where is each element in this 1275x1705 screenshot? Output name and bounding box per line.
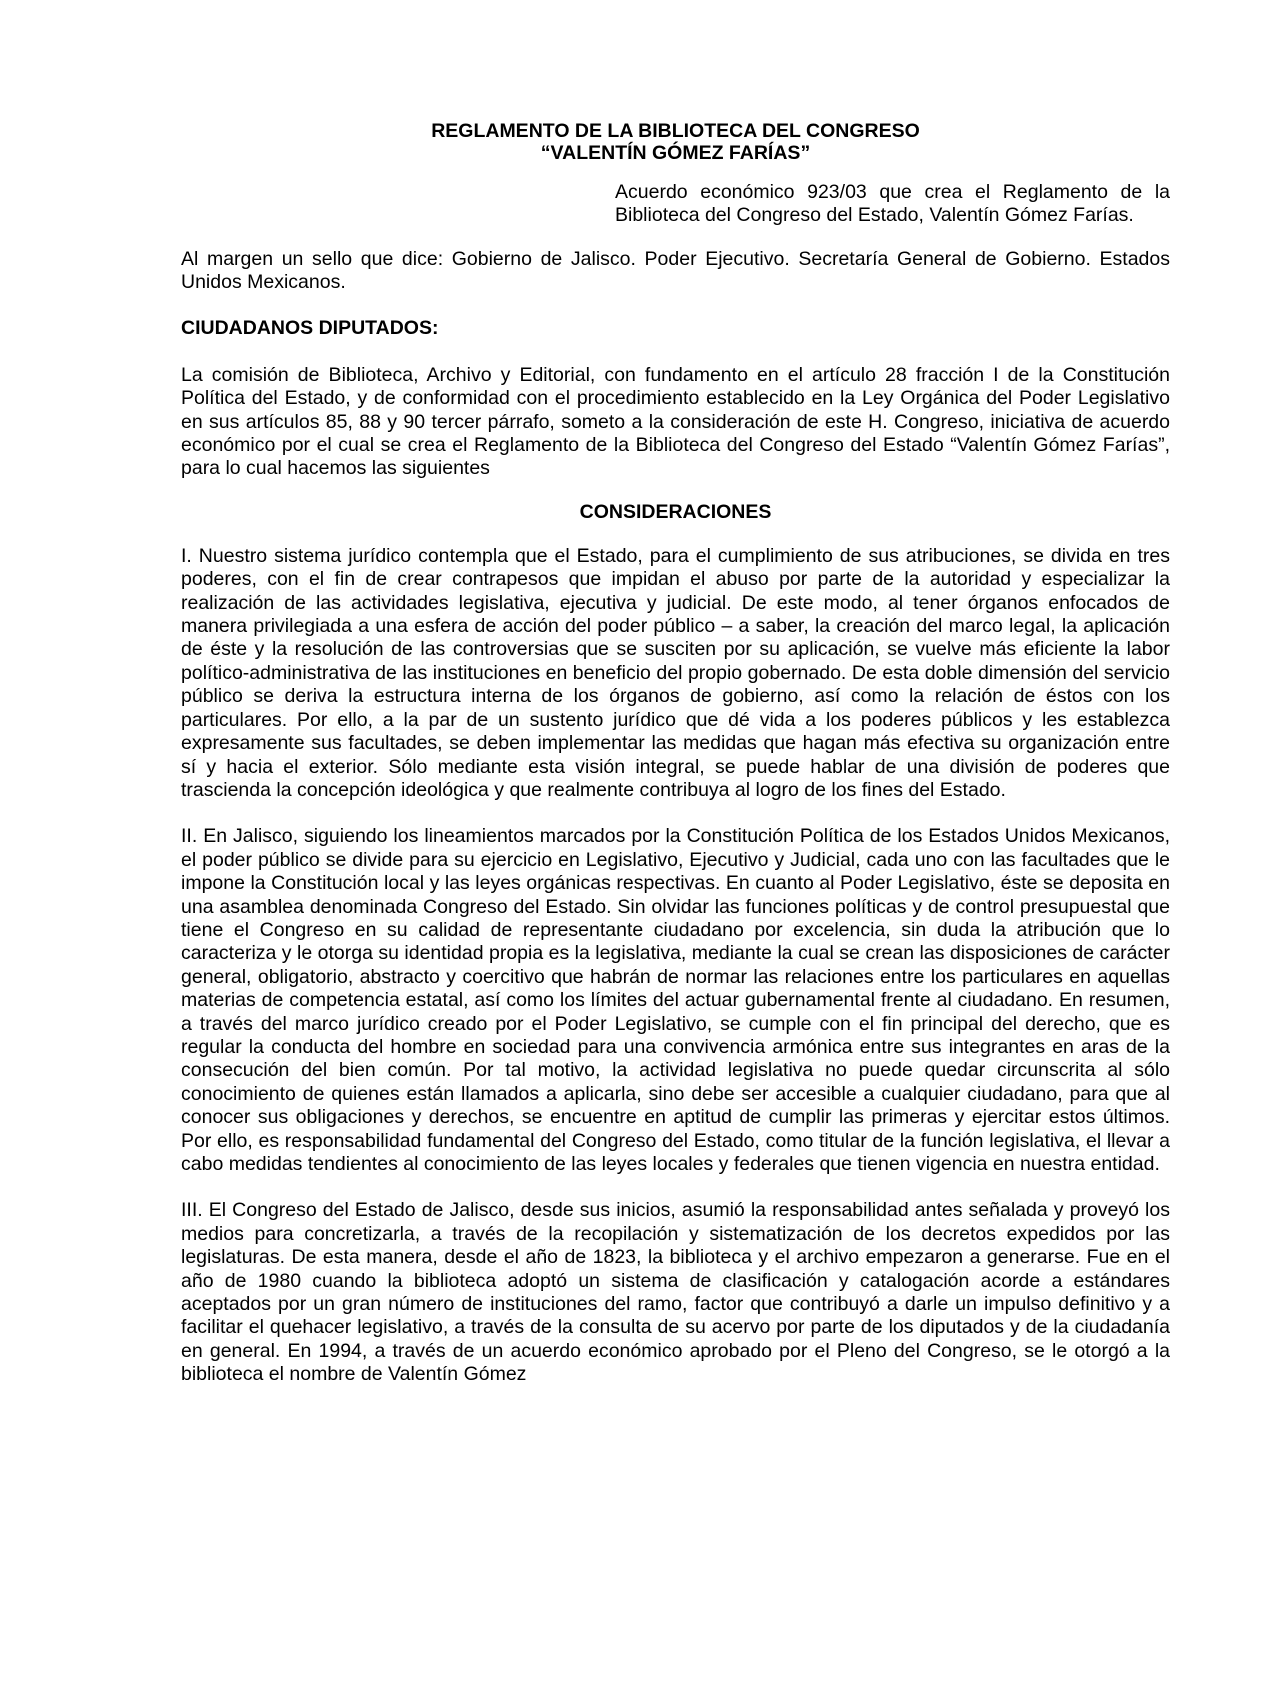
decree-note: Acuerdo económico 923/03 que crea el Reglamento de la Biblioteca del Congreso del Estado, Valentín Gómez Farías. bbox=[615, 181, 1170, 226]
considerations-heading: CONSIDERACIONES bbox=[579, 500, 772, 523]
seal-note: Al margen un sello que dice: Gobierno de Jalisco. Poder Ejecutivo. Secretaría General de Gobierno. Estados Unidos Mexicanos. bbox=[181, 248, 1170, 294]
document-title bbox=[181, 120, 1170, 164]
intro-paragraph: La comisión de Biblioteca, Archivo y Editorial, con fundamento en el artículo 28 fracción I de la Constitución Política del Estado, y de conformidad con el procedimiento establecido en la Ley Orgánica del Poder Legislativo en sus artículos 85, 88 y 90 tercer párrafo, someto a la consideración de este H. Congreso, iniciativa de acuerdo económico por el cual se crea el Reglamento de la Biblioteca del Congreso del Estado “Valentín Gómez Farías”, para lo cual hacemos las siguientes bbox=[181, 363, 1170, 480]
title-line-1: REGLAMENTO DE LA BIBLIOTECA DEL CONGRESO bbox=[431, 120, 920, 142]
addressee-heading: CIUDADANOS DIPUTADOS: bbox=[181, 316, 439, 339]
consideration-paragraph-3: III. El Congreso del Estado de Jalisco, desde sus inicios, asumió la responsabilidad antes señalada y proveyó los medios para concretizarla, a través de la recopilación y sistematización de los decretos expedidos por las legislaturas. De esta manera, desde el año de 1823, la biblioteca y el archivo empezaron a generarse. Fue en el año de 1980 cuando la biblioteca adoptó un sistema de clasificación y catalogación acorde a estándares aceptados por un gran número de instituciones del ramo, factor que contribuyó a darle un impulso definitivo y a facilitar el quehacer legislativo, a través de la consulta de su acervo por parte de los diputados y de la ciudadanía en general. En 1994, a través de un acuerdo económico aprobado por el Pleno del Congreso, se le otorgó a la biblioteca el nombre de Valentín Gómez bbox=[181, 1199, 1170, 1386]
consideration-paragraph-2: II. En Jalisco, siguiendo los lineamientos marcados por la Constitución Política de los Estados Unidos Mexicanos, el poder público se divide para su ejercicio en Legislativo, Ejecutivo y Judicial, cada uno con las facultades que le impone la Constitución local y las leyes orgánicas respectivas. En cuanto al Poder Legislativo, éste se deposita en una asamblea denominada Congreso del Estado. Sin olvidar las funciones políticas y de control presupuestal que tiene el Congreso en su calidad de representante ciudadano por excelencia, sin duda la atribución que lo caracteriza y le otorga su identidad propia es la legislativa, mediante la cual se crean las disposiciones de carácter general, obligatorio, abstracto y coercitivo que habrán de normar las relaciones entre los particulares en aquellas materias de competencia estatal, así como los límites del actuar gubernamental frente al ciudadano. En resumen, a través del marco jurídico creado por el Poder Legislativo, se cumple con el fin principal del derecho, que es regular la conducta del hombre en sociedad para una convivencia armónica entre sus integrantes en aras de la consecución del bien común. Por tal motivo, la actividad legislativa no puede quedar circunscrita al sólo conocimiento de quienes están llamados a aplicarla, sino debe ser accesible a cualquier ciudadano, para que al conocer sus obligaciones y derechos, se encuentre en aptitud de cumplir las primeras y ejercitar estos últimos. Por ello, es responsabilidad fundamental del Congreso del Estado, como titular de la función legislativa, el llevar a cabo medidas tendientes al conocimiento de las leyes locales y federales que tienen vigencia en nuestra entidad. bbox=[181, 825, 1170, 1175]
consideration-paragraph-1: I. Nuestro sistema jurídico contempla que el Estado, para el cumplimiento de sus atribuciones, se divida en tres poderes, con el fin de crear contrapesos que impidan el abuso por parte de la autoridad y especializar la realización de las actividades legislativa, ejecutiva y judicial. De este modo, al tener órganos enfocados de manera privilegiada a una esfera de acción del poder público – a saber, la creación del marco legal, la aplicación de éste y la resolución de las controversias que se susciten por su aplicación, se vuelve más eficiente la labor político-administrativa de las instituciones en beneficio del propio gobernado. De esta doble dimensión del servicio público se deriva la estructura interna de los órganos de gobierno, así como la relación de éstos con los particulares. Por ello, a la par de un sustento jurídico que dé vida a los poderes públicos y les establezca expresamente sus facultades, se deben implementar las medidas que hagan más efectiva su organización entre sí y hacia el exterior. Sólo mediante esta visión integral, se puede hablar de una división de poderes que trascienda la concepción ideológica y que realmente contribuya al logro de los fines del Estado. bbox=[181, 544, 1170, 801]
title-line-2: “VALENTÍN GÓMEZ FARÍAS” bbox=[540, 142, 811, 164]
document-page bbox=[181, 120, 1170, 1387]
